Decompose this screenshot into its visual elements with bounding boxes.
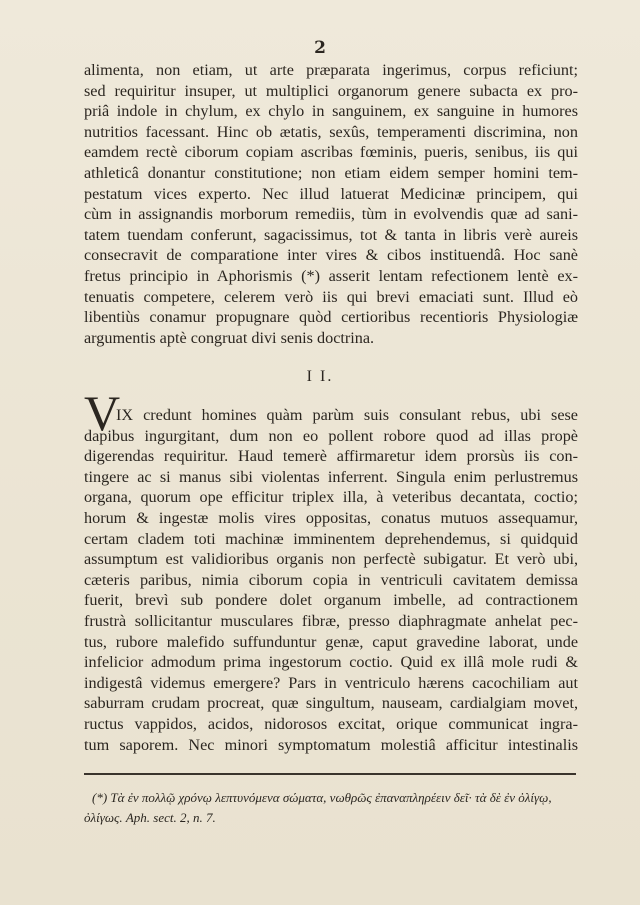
text-line: fuerit, brevì sub pondere dolet organum imbelle, ad contractionem xyxy=(84,591,578,610)
text-line: cæteris paribus, nimia ciborum copia in ventriculi cavitatem demissa xyxy=(84,570,578,589)
text-line: infelicior admodum prima ingestorum coctio. Quid ex illâ mole rudi & xyxy=(84,653,578,672)
text-line: tingere ac si manus sibi violentas inferrent. Singula enim perlustremus xyxy=(84,467,578,486)
section-heading: I I. xyxy=(306,368,334,385)
drop-cap: V xyxy=(84,385,121,441)
text-line: libentiùs conamur propugnare quòd certioribus recentioris Physiologiæ xyxy=(84,308,578,327)
text-line: eamdem rectè ciborum copiam ascribas fœminis, pueris, senibus, iis qui xyxy=(84,143,578,162)
footnote xyxy=(84,788,578,828)
text-line: frustrà sollicitantur musculares fibræ, presso diaphragmate anhelat pec- xyxy=(84,611,578,630)
footnote-line: ὀλίγως. Aph. sect. 2, n. 7. xyxy=(84,810,216,825)
text-line: cùm in assignandis morborum remediis, tùm in evolvendis quæ ad sani- xyxy=(84,205,578,224)
footnote-line: (*) Τὰ ἐν πολλῷ χρόνῳ λεπτυνόμενα σώματα, νωθρῶς ἐπαναπληρέειν δεῖ· τὰ δὲ ἐν ὀλίγῳ, xyxy=(92,790,552,805)
text-line: pestatum vices experto. Nec illud latuerat Medicinæ principem, qui xyxy=(84,184,578,203)
text-line: nutritios facessant. Hinc ob ætatis, sexûs, temperamenti discrimina, non xyxy=(84,122,578,141)
text-line: organa, quorum ope efficitur triplex illa, à veteribus decantata, coctio; xyxy=(84,488,578,507)
text-line: priâ indole in chylum, ex chylo in sanguinem, ex sanguine in humores xyxy=(84,102,578,121)
page-number: 2 xyxy=(314,38,326,58)
footnote-divider xyxy=(84,773,576,775)
paragraph-2 xyxy=(84,405,578,755)
text-line: saburram crudam procreat, quæ singultum, nauseam, cardialgiam movet, xyxy=(84,694,578,713)
text-line: alimenta, non etiam, ut arte præparata ingerimus, corpus reficiunt; xyxy=(84,61,578,79)
text-line: tatem tuendam conferunt, sagacissimus, tot & tanta in libris verè aureis xyxy=(84,225,578,244)
text-line: ructus vappidos, acidos, nidorosos excitat, orique communicat ingra- xyxy=(84,714,578,733)
text-line: tenuatis competere, celerem verò iis qui brevi emaciati sunt. Illud eò xyxy=(84,287,578,306)
text-line: IX credunt homines quàm parùm suis consulant rebus, ubi sese xyxy=(116,406,578,424)
text-line: horum & ingestæ molis vires oppositas, conatus mutuos assequamur, xyxy=(84,508,578,527)
text-line: indigestâ videmus emergere? Pars in ventriculo hærens cacochiliam aut xyxy=(84,673,578,692)
text-line: dapibus ingurgitant, dum non eo pollent robore quod ad illas propè xyxy=(84,426,578,445)
text-line: fretus principio in Aphorismis (*) asserit lentam refectionem lentè ex- xyxy=(84,266,578,285)
text-line: athleticâ donantur constitutione; non etiam eidem semper homini tem- xyxy=(84,163,578,182)
text-line: argumentis aptè congruat divi senis doctrina. xyxy=(84,328,375,347)
paragraph-1 xyxy=(84,60,578,348)
text-line: certam cladem toti machinæ imminentem deprehendemus, si quidquid xyxy=(84,529,578,548)
text-line: consecravit de comparatione inter vires & cibos instituendâ. Hoc sanè xyxy=(84,246,578,265)
text-line: tus, rubore malefido suffunduntur genæ, caput gravedine laborat, unde xyxy=(84,632,578,651)
text-line: sed requiritur insuper, ut multiplici organorum genere subacta ex pro- xyxy=(84,81,578,100)
text-line: assumptum est validioribus organis non perfectè subigatur. Et verò ubi, xyxy=(84,550,578,569)
text-line: tum saporem. Nec minori symptomatum molestiâ afficitur intestinalis xyxy=(84,735,578,754)
text-line: digerendas requiritur. Haud temerè affirmaretur idem prorsùs iis con- xyxy=(84,447,578,466)
